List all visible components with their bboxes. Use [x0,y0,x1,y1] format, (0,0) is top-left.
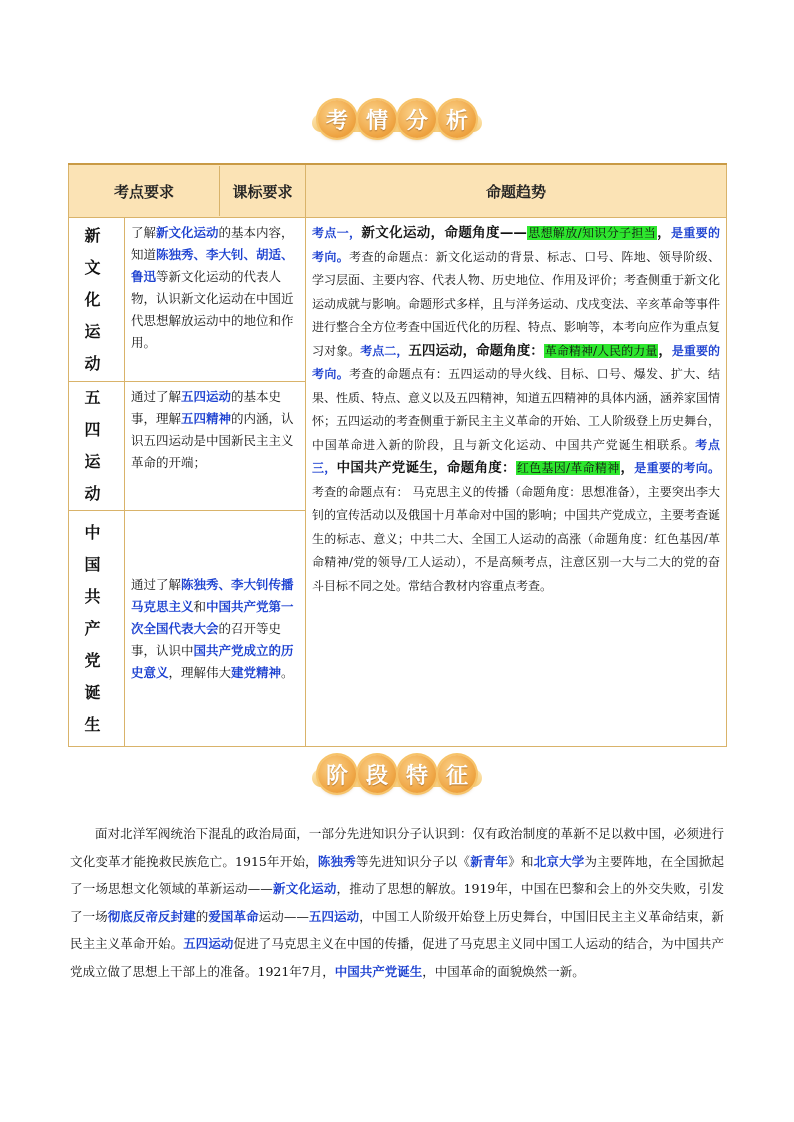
emphasis-text: 中国共产党诞生，命题角度： [336,460,516,476]
emphasis-text: 五四运动 [183,936,234,951]
emphasis-text: 五四运动 [308,908,360,924]
banner-char: 析 [438,100,476,138]
emphasis-text: 陈独秀 [317,853,356,869]
topic-party-birth: 中国共产党诞生 [69,511,125,747]
topic-may-fourth: 五四运动 [69,382,125,511]
highlight-text: 革命精神/人民的力量 [544,343,658,358]
text-run: 的内涵，认识五四运动是中国新民主主义革命的开端； [131,411,294,470]
text-run: 的召开等史事，认识中 [131,620,282,658]
emphasis-text: 是重要的考向。 [312,226,721,264]
text-run: 和 [193,598,207,614]
emphasis-text: 新青年 [470,853,509,869]
text-run: 运动—— [258,908,309,924]
text-run: 通过了解 [131,576,182,592]
text-run: 为主要阵地，在全国掀起了一场思想文化领域的革新运动—— [70,853,724,896]
text-run: ，理解伟大 [168,664,232,680]
banner-char: 特 [398,755,436,793]
emphasis-text: 五四运动，命题角度： [408,342,544,359]
emphasis-text: 五四精神 [181,411,232,426]
emphasis-text: 是重要的考向。 [634,461,721,475]
text-run: 考查的命题点：新文化运动的背景、标志、口号、阵地、领导阶级、学习层面、主要内容、代表人物、历史地位、作用及评价；考查侧重于新文化运动成就与影响。命题形式多样，且与洋务运动、戊戌变法、辛亥革命等事件进行整合全方位考查中国近代化的历程、特点、影响等，本考向应作为重点复习对象。 [312,249,721,358]
banner-char: 分 [398,100,436,138]
trend-cell [306,218,727,747]
emphasis-text: 新文化运动 [272,881,337,896]
emphasis-text: 建党精神 [231,664,282,680]
text-run: 。 [281,664,294,680]
section-banner-features [0,755,794,793]
emphasis-text: 陈独秀、李大钊、胡适、鲁迅 [131,247,294,284]
emphasis-text: ， [657,225,671,241]
emphasis-text: ， [658,342,672,359]
section-banner-analysis [0,100,794,138]
stage-feature-paragraph [70,820,724,985]
emphasis-text: 彻底反帝反封建 [107,908,196,924]
text-run: 面对北洋军阀统治下混乱的政治局面，一部分先进知识分子认识到：仅有政治制度的革新不足以救中国，必须进行文化变革才能挽救民族危亡。1915年开始， [70,826,724,869]
emphasis-text: 陈独秀、李大钊传播马克思主义 [131,576,294,614]
req-new-culture [125,218,306,382]
req-may-fourth [125,382,306,511]
text-run: 的基本史事，理解 [131,389,282,426]
text-run: 促进了马克思主义在中国的传播，促进了马克思主义同中国工人运动的结合，为中国共产党成立做了思想上干部上的准备。1921年7月， [70,936,724,979]
highlight-text: 红色基因/革命精神 [516,461,620,475]
header-exam-points: 考点要求 [113,182,174,201]
emphasis-text: 新文化运动 [156,225,219,240]
emphasis-text: 新文化运动，命题角度—— [361,225,527,241]
emphasis-text: 国共产党成立的历史意义 [131,642,294,680]
topic-new-culture: 新文化运动 [69,218,125,382]
text-run: 等新文化运动的代表人物，认识新文化运动在中国近代思想解放运动中的地位和作用。 [131,269,294,350]
banner-char: 征 [438,755,476,793]
table-header-row [69,164,727,218]
text-run: 》和 [508,853,534,869]
emphasis-text: 中国共产党第一次全国代表大会 [131,598,294,636]
text-run: 通过了解 [131,389,182,404]
emphasis-text: 考点一， [312,226,362,240]
highlight-text: 思想解放/知识分子担当 [527,226,657,240]
emphasis-text: 爱国革命 [208,908,259,924]
text-run: ，推动了思想的解放。1919年，中国在巴黎和会上的外交失败，引发了一场 [70,881,724,924]
banner-char: 阶 [318,755,356,793]
text-run: ，中国革命的面貌焕然一新。 [422,963,585,979]
emphasis-text: 北京大学 [533,853,585,869]
header-curriculum: 课标要求 [232,182,293,201]
banner-char: 考 [318,100,356,138]
text-run: 考查的命题点有： 马克思主义的传播（命题角度：思想准备），主要突出李大钊的宣传活动以及俄国十月革命对中国的影响；中国共产党成立，主要考查诞生的标志、意义；中共二大、全国工人运动的高涨（命题角度：红色基因/革命精神/党的领导/工人运动），不是高频考点，注意区别一大与二大的党的奋斗目标不同之处。常结合教材内容重点考查。 [312,484,721,593]
req-party-birth [125,511,306,747]
emphasis-text: 是重要的考向。 [312,343,721,381]
text-run: 等先进知识分子以《 [355,853,471,869]
text-run: 了解 [131,225,157,240]
emphasis-text: 考点二， [360,343,409,358]
exam-analysis-table [68,163,727,747]
text-run: ，中国工人阶级开始登上历史舞台，中国旧民主主义革命结束，新民主主义革命开始。 [70,908,724,951]
banner-char: 情 [358,100,396,138]
emphasis-text: 中国共产党诞生 [334,963,423,979]
text-run: 的基本内容，知道 [131,225,294,262]
emphasis-text: ， [620,460,635,476]
header-trend: 命题趋势 [306,164,727,218]
text-run: 的 [195,908,209,924]
emphasis-text: 五四运动 [181,389,232,404]
text-run: 考查的命题点有：五四运动的导火线、目标、口号、爆发、扩大、结果、性质、特点、意义以及五四精神，知道五四精神的具体内涵，涵养家国情怀；五四运动的考查侧重于新民主主义革命的开始、工人阶级登上历史舞台，中国革命进入新的阶段，且与新文化运动、中国共产党诞生相联系。 [312,367,721,452]
banner-char: 段 [358,755,396,793]
emphasis-text: 考点三， [312,437,720,475]
